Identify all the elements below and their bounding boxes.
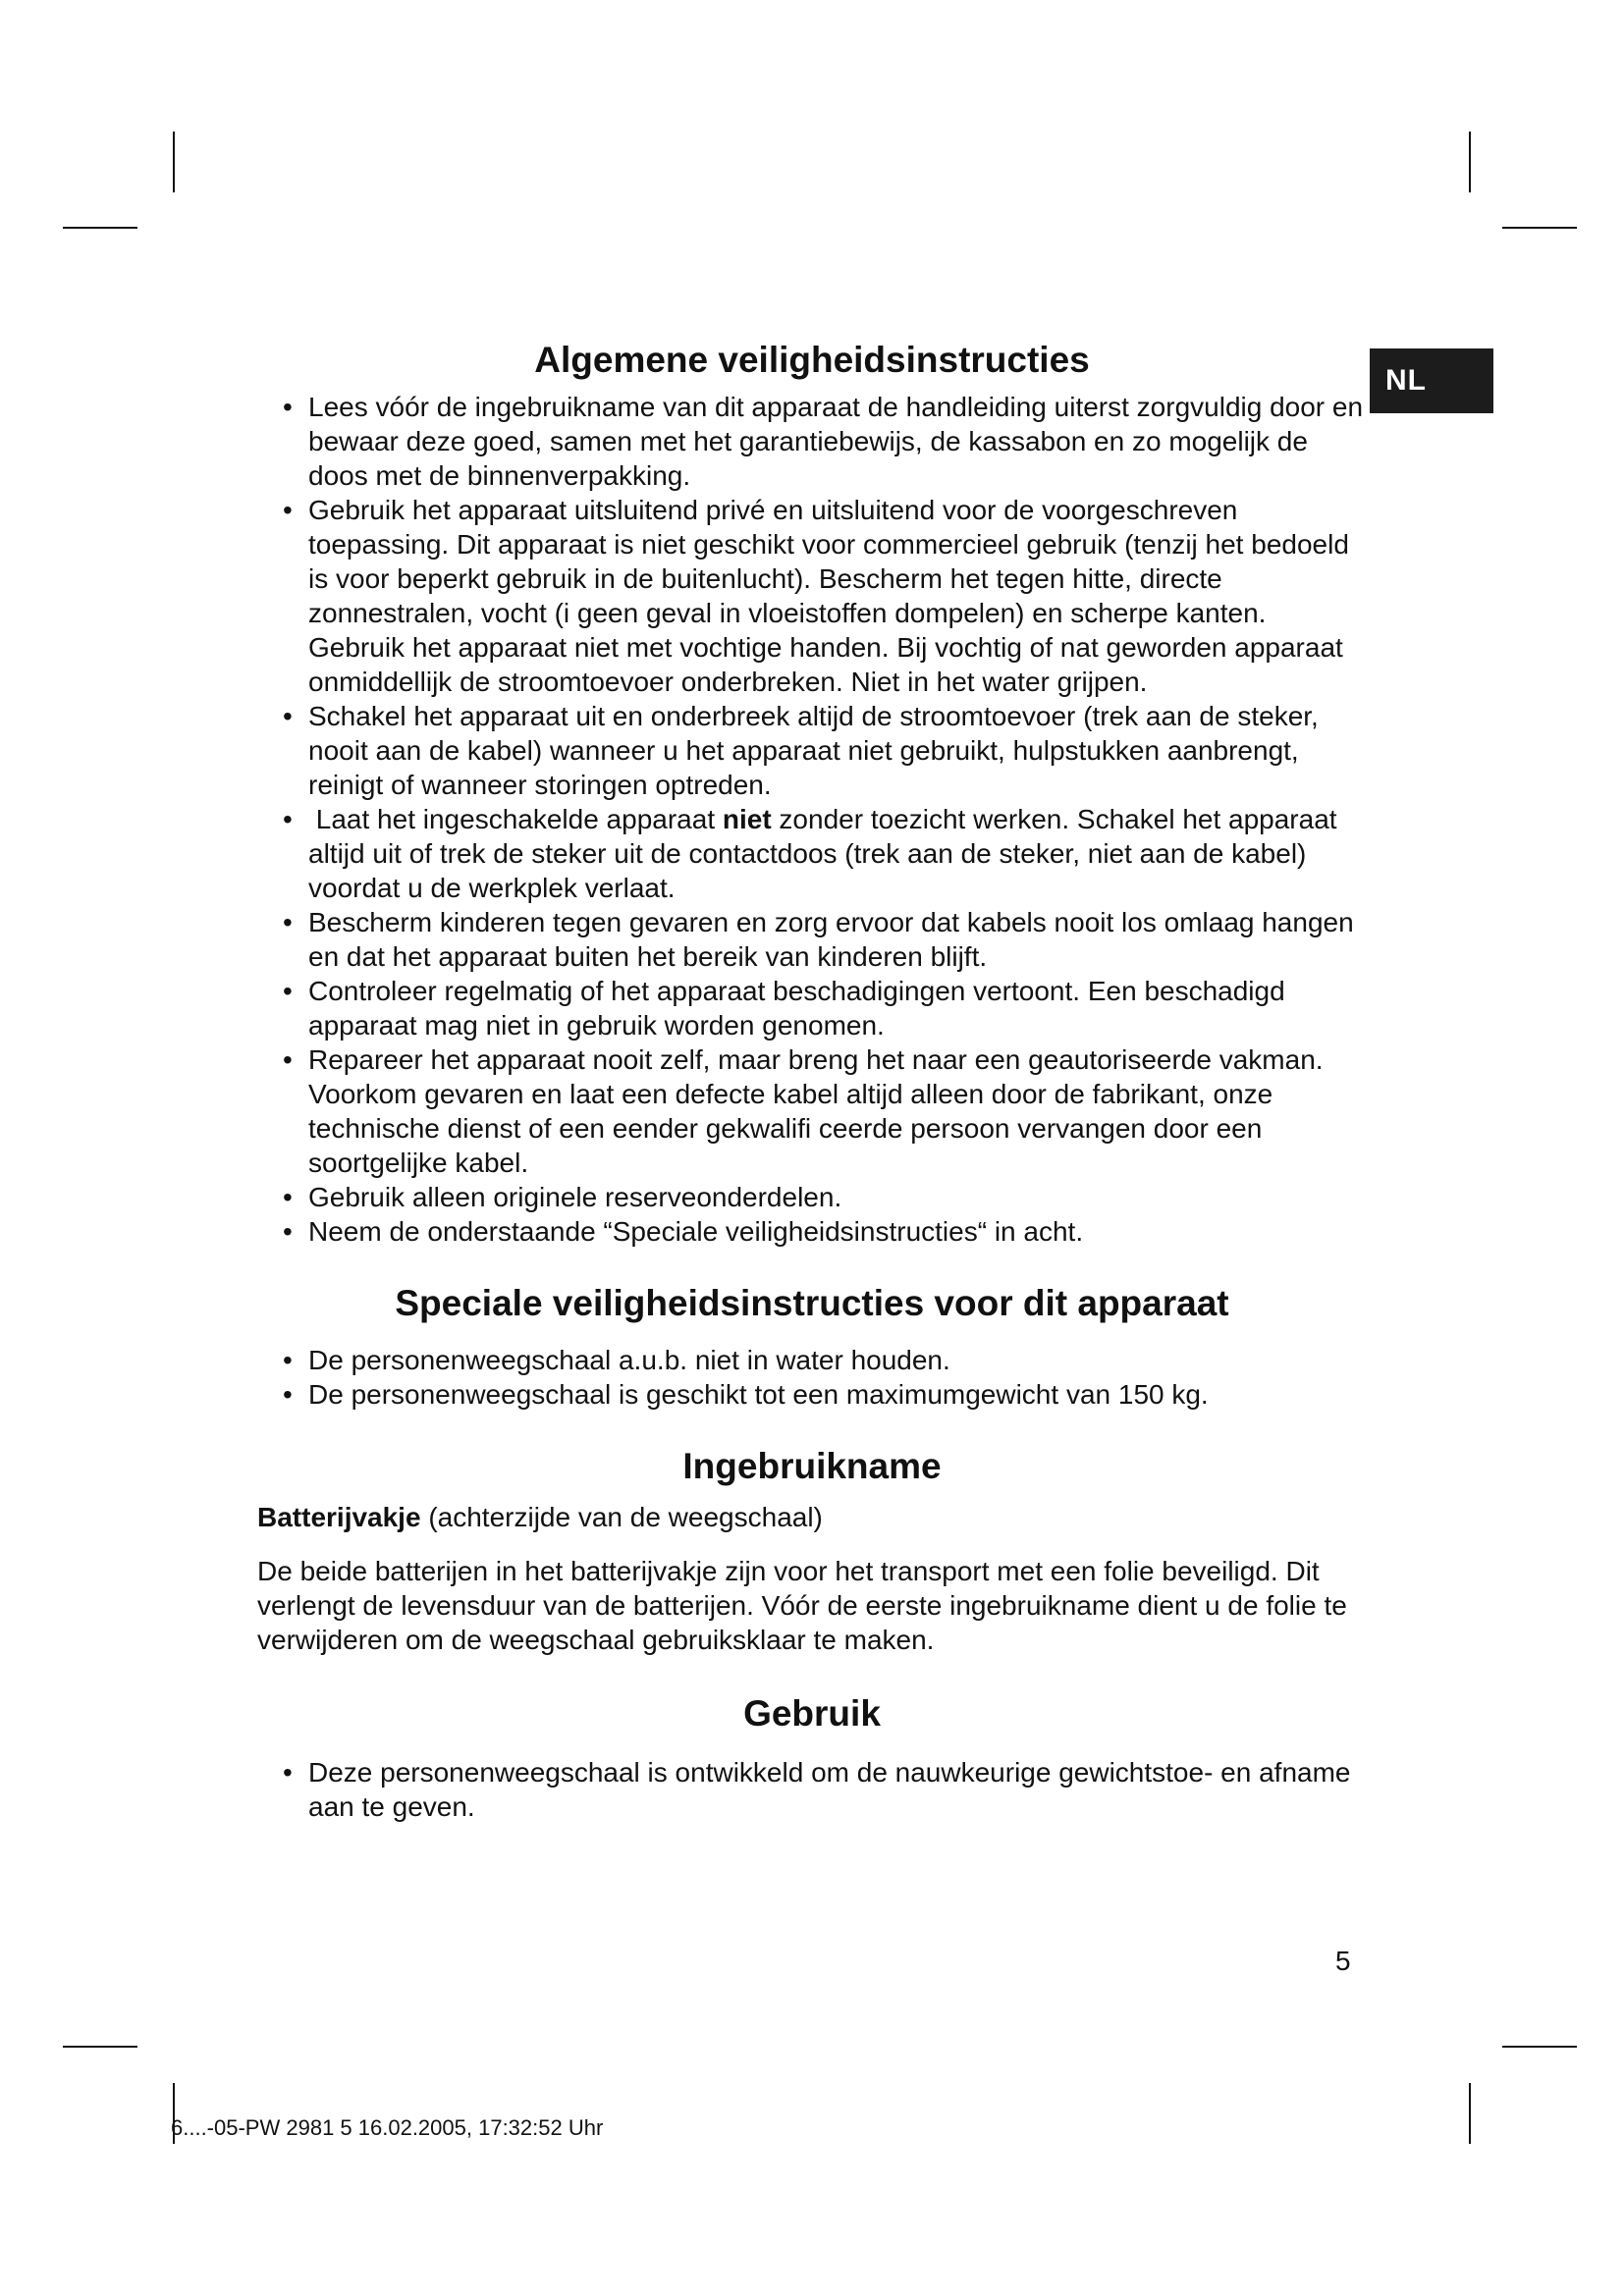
crop-mark-bottom-left-horizontal [63,2046,137,2048]
list-item: • Bescherm kinderen tegen gevaren en zorg ervoor dat kabels nooit los omlaag hangen en dat het apparaat buiten het bereik van kinderen blijft. [283,907,1354,972]
list-item: • De personenweegschaal a.u.b. niet in water houden. [283,1345,950,1375]
bullet: • [283,1182,293,1212]
emphasis-niet: niet [722,804,772,834]
heading-special-safety: Speciale veiligheidsinstructies voor dit apparaat [395,1283,1229,1323]
bullet: • [283,907,293,937]
battery-compartment-label: Batterijvakje (achterzijde van de weegschaal) [257,1502,823,1532]
list-item: • Lees vóór de ingebruikname van dit apparaat de handleiding uiterst zorgvuldig door en bewaar deze goed, samen met het garantiebewijs, de kassabon en zo mogelijk de doos met de binnenverpakking. [283,392,1364,491]
crop-mark-top-left-horizontal [63,227,137,229]
list-use [257,1755,1367,1824]
bullet: • [283,495,293,525]
crop-mark-top-left-vertical [173,132,175,192]
crop-mark-bottom-right-horizontal [1502,2046,1577,2048]
page-number: 5 [1335,1946,1351,1976]
language-tab: NL [1370,348,1493,413]
bullet: • [283,701,293,731]
heading-setup: Ingebruikname [682,1446,942,1486]
crop-mark-bottom-right-vertical [1469,2083,1471,2144]
print-footer: 6....-05-PW 2981 5 16.02.2005, 17:32:52 Uhr [171,2115,604,2140]
bullet: • [283,1757,293,1788]
bullet: • [283,1216,293,1247]
list-item: • Laat het ingeschakelde apparaat niet zonder toezicht werken. Schakel het apparaat altijd uit of trek de steker uit de contactdoos (trek aan de steker, niet aan de kabel) voordat u de werkplek verlaat. [283,804,1337,903]
setup-paragraph: De beide batterijen in het batterijvakje zijn voor het transport met een folie beveiligd. Dit verlengt de levensduur van de batterijen. Vóór de eerste ingebruikname dient u de folie te verwijderen om de weegschaal gebruiksklaar te maken. [257,1556,1347,1655]
bullet: • [283,1345,293,1375]
crop-mark-top-right-horizontal [1502,227,1577,229]
list-item: • Neem de onderstaande “Speciale veiligheidsinstructies“ in acht. [283,1216,1084,1247]
list-general-safety [257,390,1367,1249]
bullet: • [283,976,293,1006]
list-item: • Deze personenweegschaal is ontwikkeld om de nauwkeurige gewichtstoe- en afname aan te geven. [283,1757,1351,1822]
crop-mark-top-right-vertical [1469,132,1471,192]
list-item: • Gebruik alleen originele reserveonderdelen. [283,1182,842,1212]
list-item: • Controleer regelmatig of het apparaat beschadigingen vertoont. Een beschadigd apparaat mag niet in gebruik worden genomen. [283,976,1285,1041]
list-item: • De personenweegschaal is geschikt tot een maximumgewicht van 150 kg. [283,1379,1209,1410]
bullet: • [283,804,293,834]
heading-use: Gebruik [743,1693,881,1734]
list-special-safety [257,1343,1367,1412]
heading-general-safety: Algemene veiligheidsinstructies [534,340,1090,380]
list-item: • Schakel het apparaat uit en onderbreek altijd de stroomtoevoer (trek aan de steker, nooit aan de kabel) wanneer u het apparaat niet gebruikt, hulpstukken aanbrengt, reinigt of wanneer storingen optreden. [283,701,1319,800]
bullet: • [283,1044,293,1075]
list-item: • Gebruik het apparaat uitsluitend privé en uitsluitend voor de voorgeschreven toepassing. Dit apparaat is niet geschikt voor commercieel gebruik (tenzij het bedoeld is voor beperkt gebruik in de buitenlucht). Bescherm het tegen hitte, directe zonnestralen, vocht (i geen geval in vloeistoffen dompelen) en scherpe kanten. Gebruik het apparaat niet met vochtige handen. Bij vochtig of nat geworden apparaat onmiddellijk de stroomtoevoer onderbreken. Niet in het water grijpen. [283,495,1349,697]
bullet: • [283,1379,293,1410]
bullet: • [283,392,293,422]
list-item: • Repareer het apparaat nooit zelf, maar breng het naar een geautoriseerde vakman. Voorkom gevaren en laat een defecte kabel altijd alleen door de fabrikant, onze technische dienst of een eender gekwalifi ceerde persoon vervangen door een soortgelijke kabel. [283,1044,1324,1178]
page-content [257,339,1367,1824]
